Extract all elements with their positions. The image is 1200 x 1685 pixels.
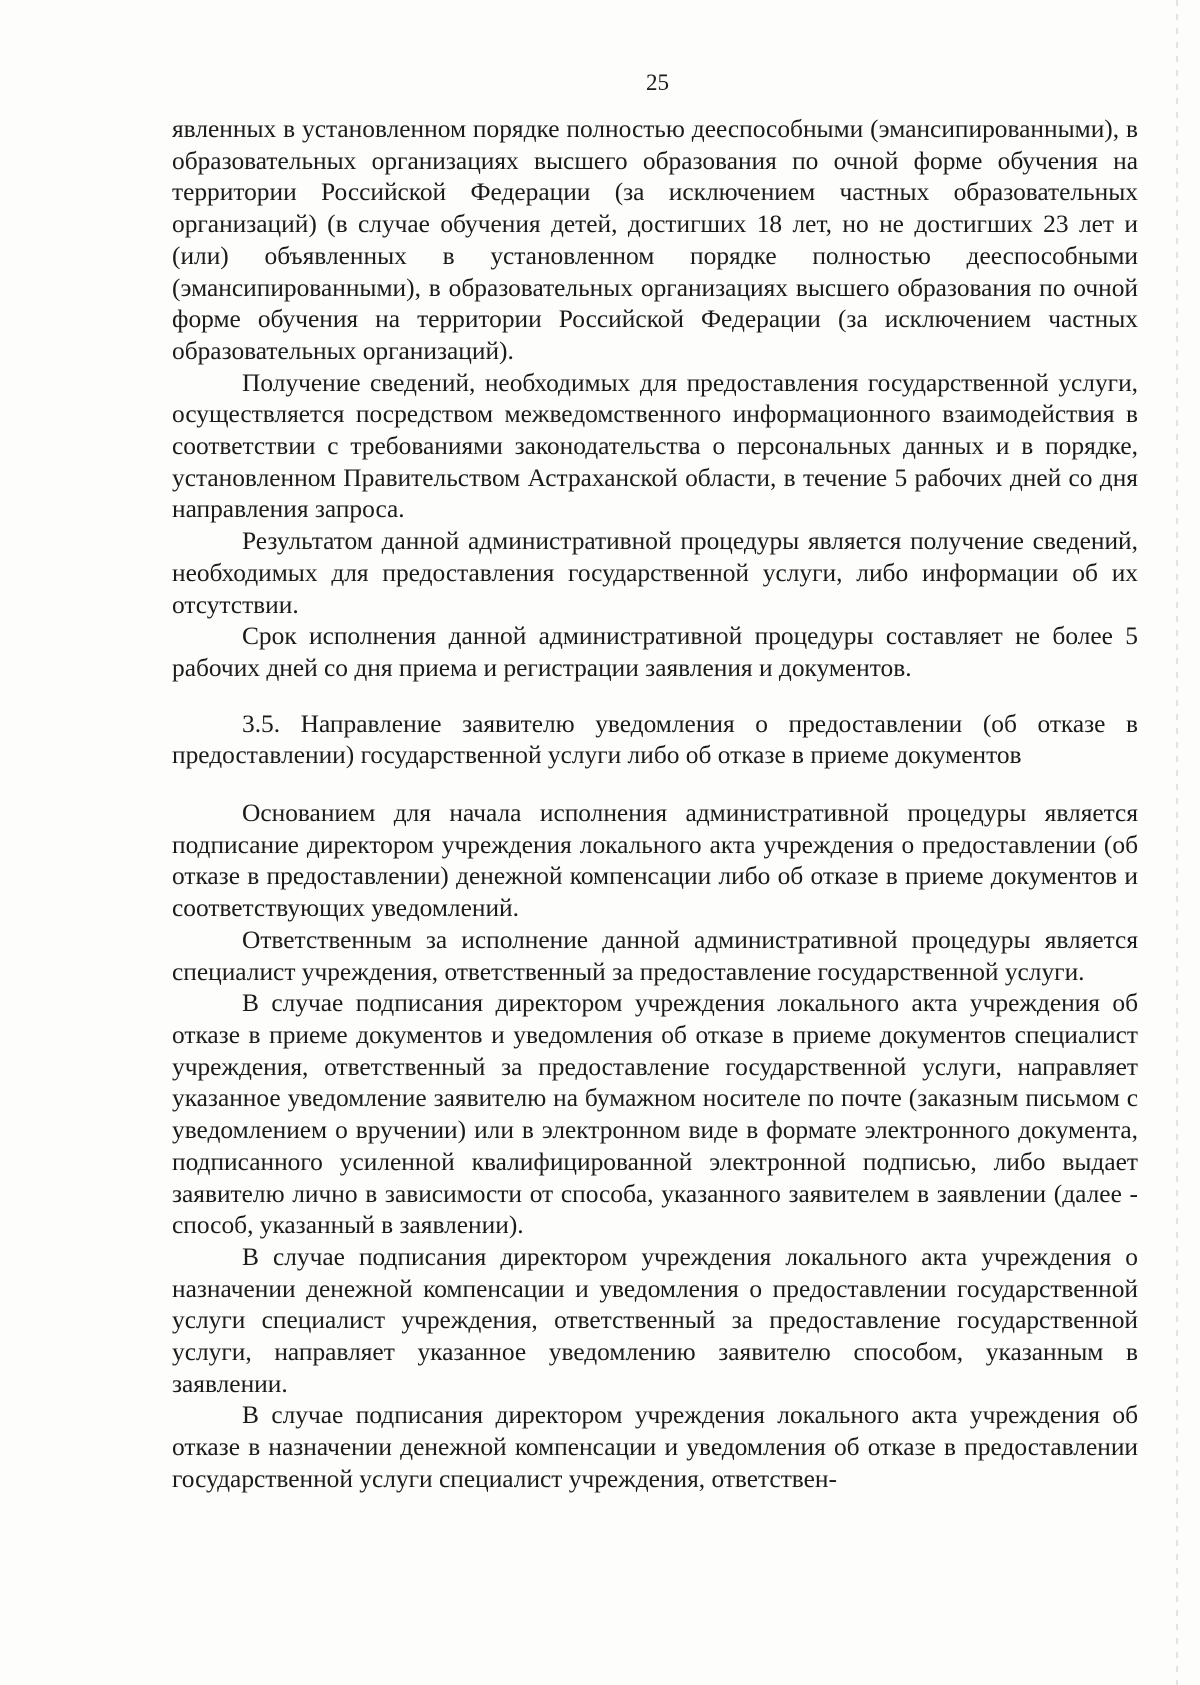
document-body bbox=[172, 114, 1138, 1496]
paragraph-continuation: явленных в установленном порядке полностью дееспособными (эмансипированными), в образовательных организациях высшего образования по очной форме обучения на территории Российской Федерации (за исключением частных образовательных организаций) (в случае обучения детей, достигших 18 лет, но не достигших 23 лет и (или) объявленных в установленном порядке полностью дееспособными (эмансипированными), в образовательных организациях высшего образования по очной форме обучения на территории Российской Федерации (за исключением частных образовательных организаций). bbox=[172, 115, 1138, 365]
paragraph-compensation-granted: В случае подписания директором учреждения локального акта учреждения о назначении денежной компенсации и уведомления о предоставлении государственной услуги специалист учреждения, ответственный за предоставление государственной услуги, направляет указанное уведомлению заявителю способом, указанным в заявлении. bbox=[172, 1242, 1138, 1398]
paragraph-compensation-refused: В случае подписания директором учреждения локального акта учреждения об отказе в назначении денежной компенсации и уведомления об отказе в предоставлении государственной услуги специалист учреждения, ответствен- bbox=[172, 1401, 1138, 1493]
paragraph-procedure-result: Результатом данной административной процедуры является получение сведений, необходимых для предоставления государственной услуги, либо информации об их отсутствии. bbox=[172, 527, 1138, 619]
paragraph-information-request: Получение сведений, необходимых для предоставления государственной услуги, осуществляется посредством межведомственного информационного взаимодействия в соответствии с требованиями законодательства о персональных данных и в порядке, установленном Правительством Астраханской области, в течение 5 рабочих дней со дня направления запроса. bbox=[172, 368, 1138, 524]
paragraph-responsible-person: Ответственным за исполнение данной административной процедуры является специалист учреждения, ответственный за предоставление государственной услуги. bbox=[172, 925, 1138, 986]
section-heading-3-5: 3.5. Направление заявителю уведомления о предоставлении (об отказе в предоставлении) государственной услуги либо об отказе в приеме документов bbox=[172, 709, 1138, 770]
page-number: 25 bbox=[646, 70, 669, 95]
paragraph-procedure-basis: Основанием для начала исполнения административной процедуры является подписание директором учреждения локального акта учреждения о предоставлении (об отказе в предоставлении) денежной компенсации либо об отказе в приеме документов и соответствующих уведомлений. bbox=[172, 799, 1138, 923]
paragraph-refusal-documents: В случае подписания директором учреждения локального акта учреждения об отказе в приеме документов и уведомления об отказе в приеме документов специалист учреждения, ответственный за предоставление государственной услуги, направляет указанное уведомление заявителю на бумажном носителе по почте (заказным письмом с уведомлением о вручении) или в электронном виде в формате электронного документа, подписанного усиленной квалифицированной электронной подписью, либо выдает заявителю лично в зависимости от способа, указанного заявителем в заявлении (далее - способ, указанный в заявлении). bbox=[172, 989, 1138, 1240]
paragraph-procedure-deadline: Срок исполнения данной административной процедуры составляет не более 5 рабочих дней со дня приема и регистрации заявления и документов. bbox=[172, 622, 1138, 682]
scan-edge-marks bbox=[1176, 0, 1178, 1685]
